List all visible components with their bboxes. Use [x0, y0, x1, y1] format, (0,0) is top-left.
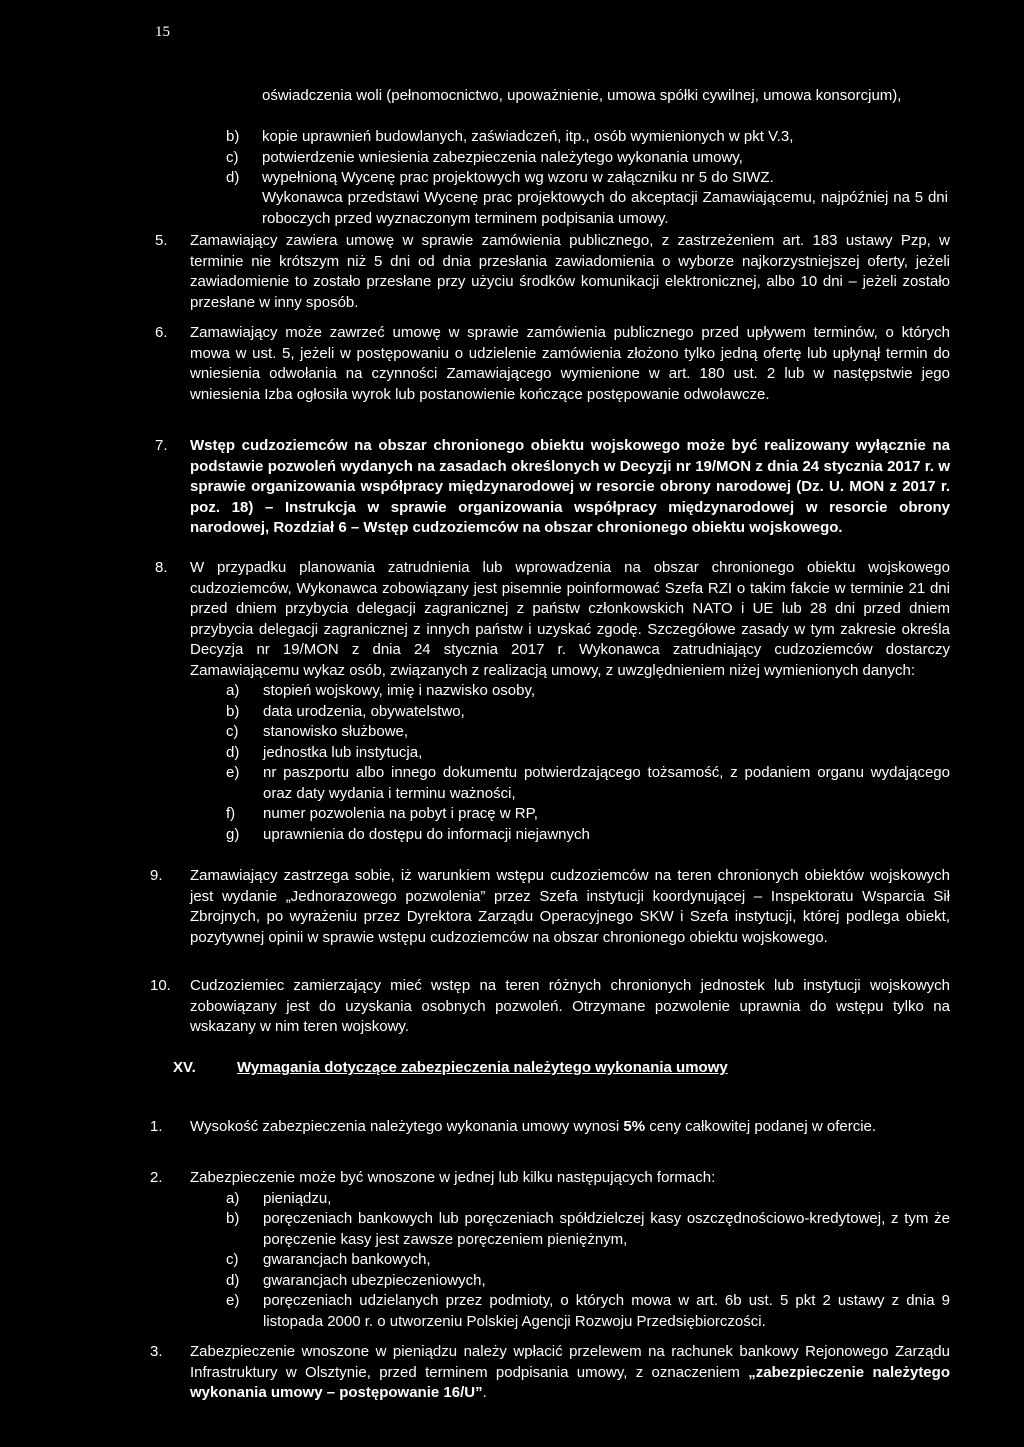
- list-item: [226, 722, 950, 743]
- list-item: [226, 743, 950, 764]
- list-text: pieniądzu,: [263, 1189, 332, 1207]
- list-label: a): [226, 682, 240, 699]
- list-label: c): [226, 723, 239, 740]
- note-text: Wykonawca przedstawi Wycenę prac projektowych do akceptacji Zamawiającemu, najpóźniej na 5 dni roboczych przed wyznaczonym terminem podpisania umowy.: [262, 189, 948, 227]
- list-item: [226, 1271, 950, 1292]
- list-text: stanowisko służbowe,: [263, 723, 409, 740]
- point-text: Zamawiający może zawrzeć umowę w sprawie zamówienia publicznego przed upływem terminów, o których mowa w ust. 5, jeżeli w postępowaniu o udzielenie zamówienia złożono tylko jedną ofertę lub upłynął termin do wniesienia odwołania na czynności Zamawiającego wymienione w art. 180 ust. 2 lub w następstwie jego wniesienia Izba ogłosiła wyrok lub postanowienie kończące postępowanie odwoławcze.: [190, 324, 950, 403]
- point-text: W przypadku planowania zatrudnienia lub wprowadzenia na obszar chronionego obiektu wojskowego cudzoziemców, Wykonawca zobowiązany jest pisemnie poinformować Szefa RZI o takim fakcie w terminie 21 dni przed dniem przybycia delegacji zagranicznej z państw członkowskich NATO i UE lub 28 dni przed dniem przybycia delegacji zagranicznej z innych państw i uzyskać zgodę. Szczegółowe zasady w tym zakresie określa Decyzja nr 19/MON z dnia 24 stycznia 2017 r. Wykonawca zatrudniający cudzoziemców dostarczy Zamawiającemu wykaz osób, związanych z realizacją umowy, z uwzględnieniem niżej wymienionych danych:: [190, 559, 950, 679]
- numbered-point: [150, 976, 950, 1038]
- numbered-point: [150, 866, 950, 948]
- list-label: g): [226, 825, 240, 843]
- list-text: uprawnienia do dostępu do informacji niejawnych: [263, 825, 590, 843]
- list-text: gwarancjach ubezpieczeniowych,: [263, 1271, 486, 1289]
- point-number: 1.: [150, 1118, 163, 1135]
- list-item: [226, 804, 950, 825]
- text-part: Wysokość zabezpieczenia należytego wykonania umowy wynosi: [190, 1118, 624, 1135]
- list-item: [226, 1189, 950, 1210]
- section-heading: [173, 1058, 953, 1079]
- numbered-point: [150, 1168, 950, 1332]
- point-text: [190, 1117, 950, 1138]
- list-label: c): [226, 149, 239, 166]
- list-label: e): [226, 1292, 240, 1309]
- list-label: a): [226, 1189, 240, 1207]
- numbered-point: [150, 1342, 950, 1404]
- text-part: Zabezpieczenie wnoszone w pieniądzu należy wpłacić przelewem na rachunek bankowy Rejonowego Zarządu Infrastruktury w Olsztynie, przed terminem podpisania umowy, z oznaczeniem: [190, 1343, 950, 1381]
- list-label: d): [226, 1271, 240, 1289]
- list-label: d): [226, 743, 240, 761]
- list-item: [226, 702, 950, 723]
- numbered-point: [150, 1117, 950, 1138]
- point-text: [190, 1342, 950, 1404]
- list-text: gwarancjach bankowych,: [263, 1251, 431, 1268]
- numbered-point: [155, 436, 950, 539]
- point-text: Zabezpieczenie może być wnoszone w jednej lub kilku następujących formach:: [190, 1169, 716, 1186]
- point-text: Wstęp cudzoziemców na obszar chronionego obiektu wojskowego może być realizowany wyłącznie na podstawie pozwoleń wydanych na zasadach określonych w Decyzji nr 19/MON z dnia 24 stycznia 2017 r. w sprawie organizowania współpracy międzynarodowej w resorcie obrony narodowej (Dz. U. MON z 2017 r. poz. 18) – Instrukcja w sprawie organizowania współpracy międzynarodowej w resorcie obrony narodowej, Rozdział 6 – Wstęp cudzoziemców na obszar chronionego obiektu wojskowego.: [190, 437, 950, 536]
- text-part: ceny całkowitej podanej w ofercie.: [645, 1118, 877, 1135]
- point-number: 2.: [150, 1169, 163, 1186]
- list-text: potwierdzenie wniesienia zabezpieczenia należytego wykonania umowy,: [262, 149, 743, 166]
- list-label: c): [226, 1251, 239, 1268]
- point-text: Zamawiający zastrzega sobie, iż warunkiem wstępu cudzoziemców na teren chronionych obiektów wojskowych jest wydanie „Jednorazowego pozwolenia” przez Szefa instytucji koordynującej – Inspektoratu Wsparcia Sił Zbrojnych, po wyrażeniu przez Dyrektora Zarządu Operacyjnego SKW i Szefa instytucji, której podlega obiekt, pozytywnej opinii w sprawie wstępu cudzoziemców na obszar chronionego obiektu wojskowego.: [190, 867, 950, 946]
- list-text: stopień wojskowy, imię i nazwisko osoby,: [263, 682, 536, 699]
- list-label: f): [226, 805, 236, 822]
- text-part: .: [482, 1384, 487, 1401]
- list-label: b): [226, 702, 240, 720]
- numbered-point: [155, 231, 950, 313]
- list-text: wypełnioną Wycenę prac projektowych wg wzoru w załączniku nr 5 do SIWZ.: [262, 169, 774, 186]
- sub-list: [226, 1189, 950, 1333]
- list-text: poręczeniach udzielanych przez podmioty, o których mowa w art. 6b ust. 5 pkt 2 ustawy z dnia 9 listopada 2000 r. o utworzeniu Polskiej Agencji Rozwoju Przedsiębiorczości.: [263, 1292, 950, 1330]
- point-number: 7.: [155, 437, 168, 454]
- section-title: Wymagania dotyczące zabezpieczenia należytego wykonania umowy: [237, 1059, 728, 1076]
- section-number: XV.: [173, 1059, 196, 1076]
- text-bold: 5%: [623, 1118, 646, 1135]
- point-number: 3.: [150, 1343, 163, 1360]
- point-number: 5.: [155, 232, 168, 249]
- list-item: [226, 1209, 950, 1250]
- point-number: 10.: [150, 977, 171, 994]
- list-label: b): [226, 1210, 240, 1227]
- list-item: [226, 681, 950, 702]
- list-text: kopie uprawnień budowlanych, zaświadczeń, itp., osób wymienionych w pkt V.3,: [262, 128, 794, 145]
- point-number: 6.: [155, 324, 168, 341]
- list-item: [226, 1291, 950, 1332]
- numbered-point: [155, 558, 950, 845]
- list-label: e): [226, 764, 240, 781]
- list-text: nr paszportu albo innego dokumentu potwierdzającego tożsamość, z podaniem organu wydającego oraz daty wydania i terminu ważności,: [263, 764, 950, 802]
- list-label: d): [226, 169, 240, 186]
- list-item: [226, 825, 950, 846]
- list-text: data urodzenia, obywatelstwo,: [263, 702, 465, 720]
- list-text: numer pozwolenia na pobyt i pracę w RP,: [263, 805, 538, 822]
- list-item: [226, 1250, 950, 1271]
- sub-list: [226, 681, 950, 845]
- text-bold: „zabezpieczenie należytego wykonania umowy – postępowanie 16/U”: [190, 1363, 950, 1401]
- continuation-text: oświadczenia woli (pełnomocnictwo, upoważnienie, umowa spółki cywilnej, umowa konsorcjum),: [262, 87, 902, 104]
- list-text: jednostka lub instytucja,: [263, 743, 423, 761]
- list-text: poręczeniach bankowych lub poręczeniach spółdzielczej kasy oszczędnościowo-kredytowej, z tym że poręczenie kasy jest zawsze poręczeniem pieniężnym,: [263, 1210, 950, 1248]
- point-text: Cudzoziemiec zamierzający mieć wstęp na teren różnych chronionych jednostek lub instytucji wojskowych zobowiązany jest do uzyskania osobnych pozwoleń. Otrzymane pozwolenie uprawnia do wstępu tylko na wskazany w nim teren wojskowy.: [190, 977, 950, 1035]
- point-number: 8.: [155, 559, 168, 576]
- point-text: Zamawiający zawiera umowę w sprawie zamówienia publicznego, z zastrzeżeniem art. 183 ustawy Pzp, w terminie nie krótszym niż 5 dni od dnia przesłania zawiadomienia o wyborze najkorzystniejszej oferty, jeżeli zawiadomienie to zostało przesłane przy użyciu środków komunikacji elektronicznej, albo 10 dni – jeżeli zostało przesłane w inny sposób.: [190, 232, 950, 311]
- numbered-point: [155, 323, 950, 405]
- page-number: 15: [155, 24, 170, 40]
- point-number: 9.: [150, 867, 163, 884]
- list-label: b): [226, 128, 240, 145]
- list-item: [226, 763, 950, 804]
